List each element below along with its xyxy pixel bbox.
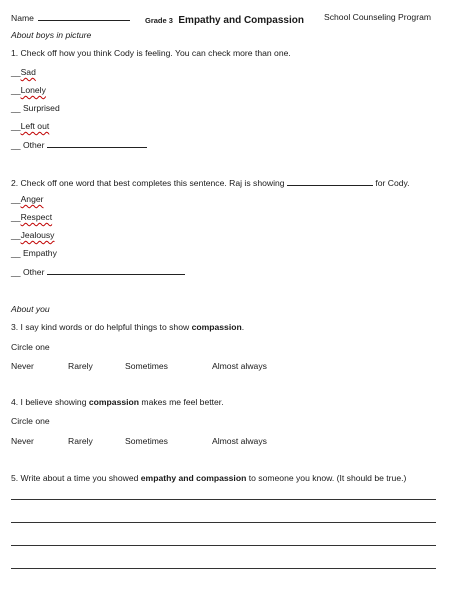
q2-option-empathy[interactable]: __ Empathy — [11, 248, 57, 258]
page-title — [145, 10, 304, 28]
name-blank[interactable] — [38, 12, 130, 21]
q3-option-almost-always[interactable]: Almost always — [212, 361, 267, 371]
q2-sentence-blank[interactable] — [287, 177, 373, 186]
title-text: Empathy and Compassion — [178, 15, 304, 26]
answer-line-3[interactable] — [11, 545, 436, 546]
q3-circle-label: Circle one — [11, 342, 50, 352]
q4-option-never[interactable]: Never — [11, 436, 34, 446]
q1-option-other[interactable]: __ Other — [11, 139, 147, 150]
answer-line-4[interactable] — [11, 568, 436, 569]
q1-text: 1. Check off how you think Cody is feeling. You can check more than one. — [11, 48, 291, 58]
q2-text: 2. Check off one word that best completes this sentence. Raj is showing for Cody. — [11, 178, 410, 188]
name-field[interactable] — [11, 12, 130, 23]
section2-heading: About you — [11, 304, 50, 314]
section1-heading: About boys in picture — [11, 30, 92, 40]
q2-option-anger[interactable]: __Anger — [11, 194, 44, 204]
q3-option-never[interactable]: Never — [11, 361, 34, 371]
q2-option-jealousy[interactable]: __Jealousy — [11, 230, 55, 240]
q1-option-lonely[interactable]: __Lonely — [11, 85, 46, 95]
q5-text: 5. Write about a time you showed empathy and compassion to someone you know. (It should be true.) — [11, 473, 407, 483]
q4-option-rarely[interactable]: Rarely — [68, 436, 93, 446]
q4-option-sometimes[interactable]: Sometimes — [125, 436, 168, 446]
q2-other-blank[interactable] — [47, 266, 185, 275]
program-label: School Counseling Program — [324, 12, 432, 22]
grade-label: Grade 3 — [145, 16, 173, 25]
q3-text: 3. I say kind words or do helpful things to show compassion. — [11, 322, 245, 332]
q2-option-respect[interactable]: __Respect — [11, 212, 53, 222]
q1-option-surprised[interactable]: __ Surprised — [11, 103, 60, 113]
answer-line-2[interactable] — [11, 522, 436, 523]
q4-circle-label: Circle one — [11, 416, 50, 426]
answer-line-1[interactable] — [11, 499, 436, 500]
q4-text: 4. I believe showing compassion makes me feel better. — [11, 397, 224, 407]
q3-option-sometimes[interactable]: Sometimes — [125, 361, 168, 371]
name-label: Name — [11, 13, 34, 23]
q1-other-blank[interactable] — [47, 139, 147, 148]
q2-option-other[interactable]: __ Other — [11, 266, 185, 277]
q4-option-almost-always[interactable]: Almost always — [212, 436, 267, 446]
q1-option-left-out[interactable]: __Left out — [11, 121, 50, 131]
q3-option-rarely[interactable]: Rarely — [68, 361, 93, 371]
q1-option-sad[interactable]: __Sad — [11, 67, 36, 77]
